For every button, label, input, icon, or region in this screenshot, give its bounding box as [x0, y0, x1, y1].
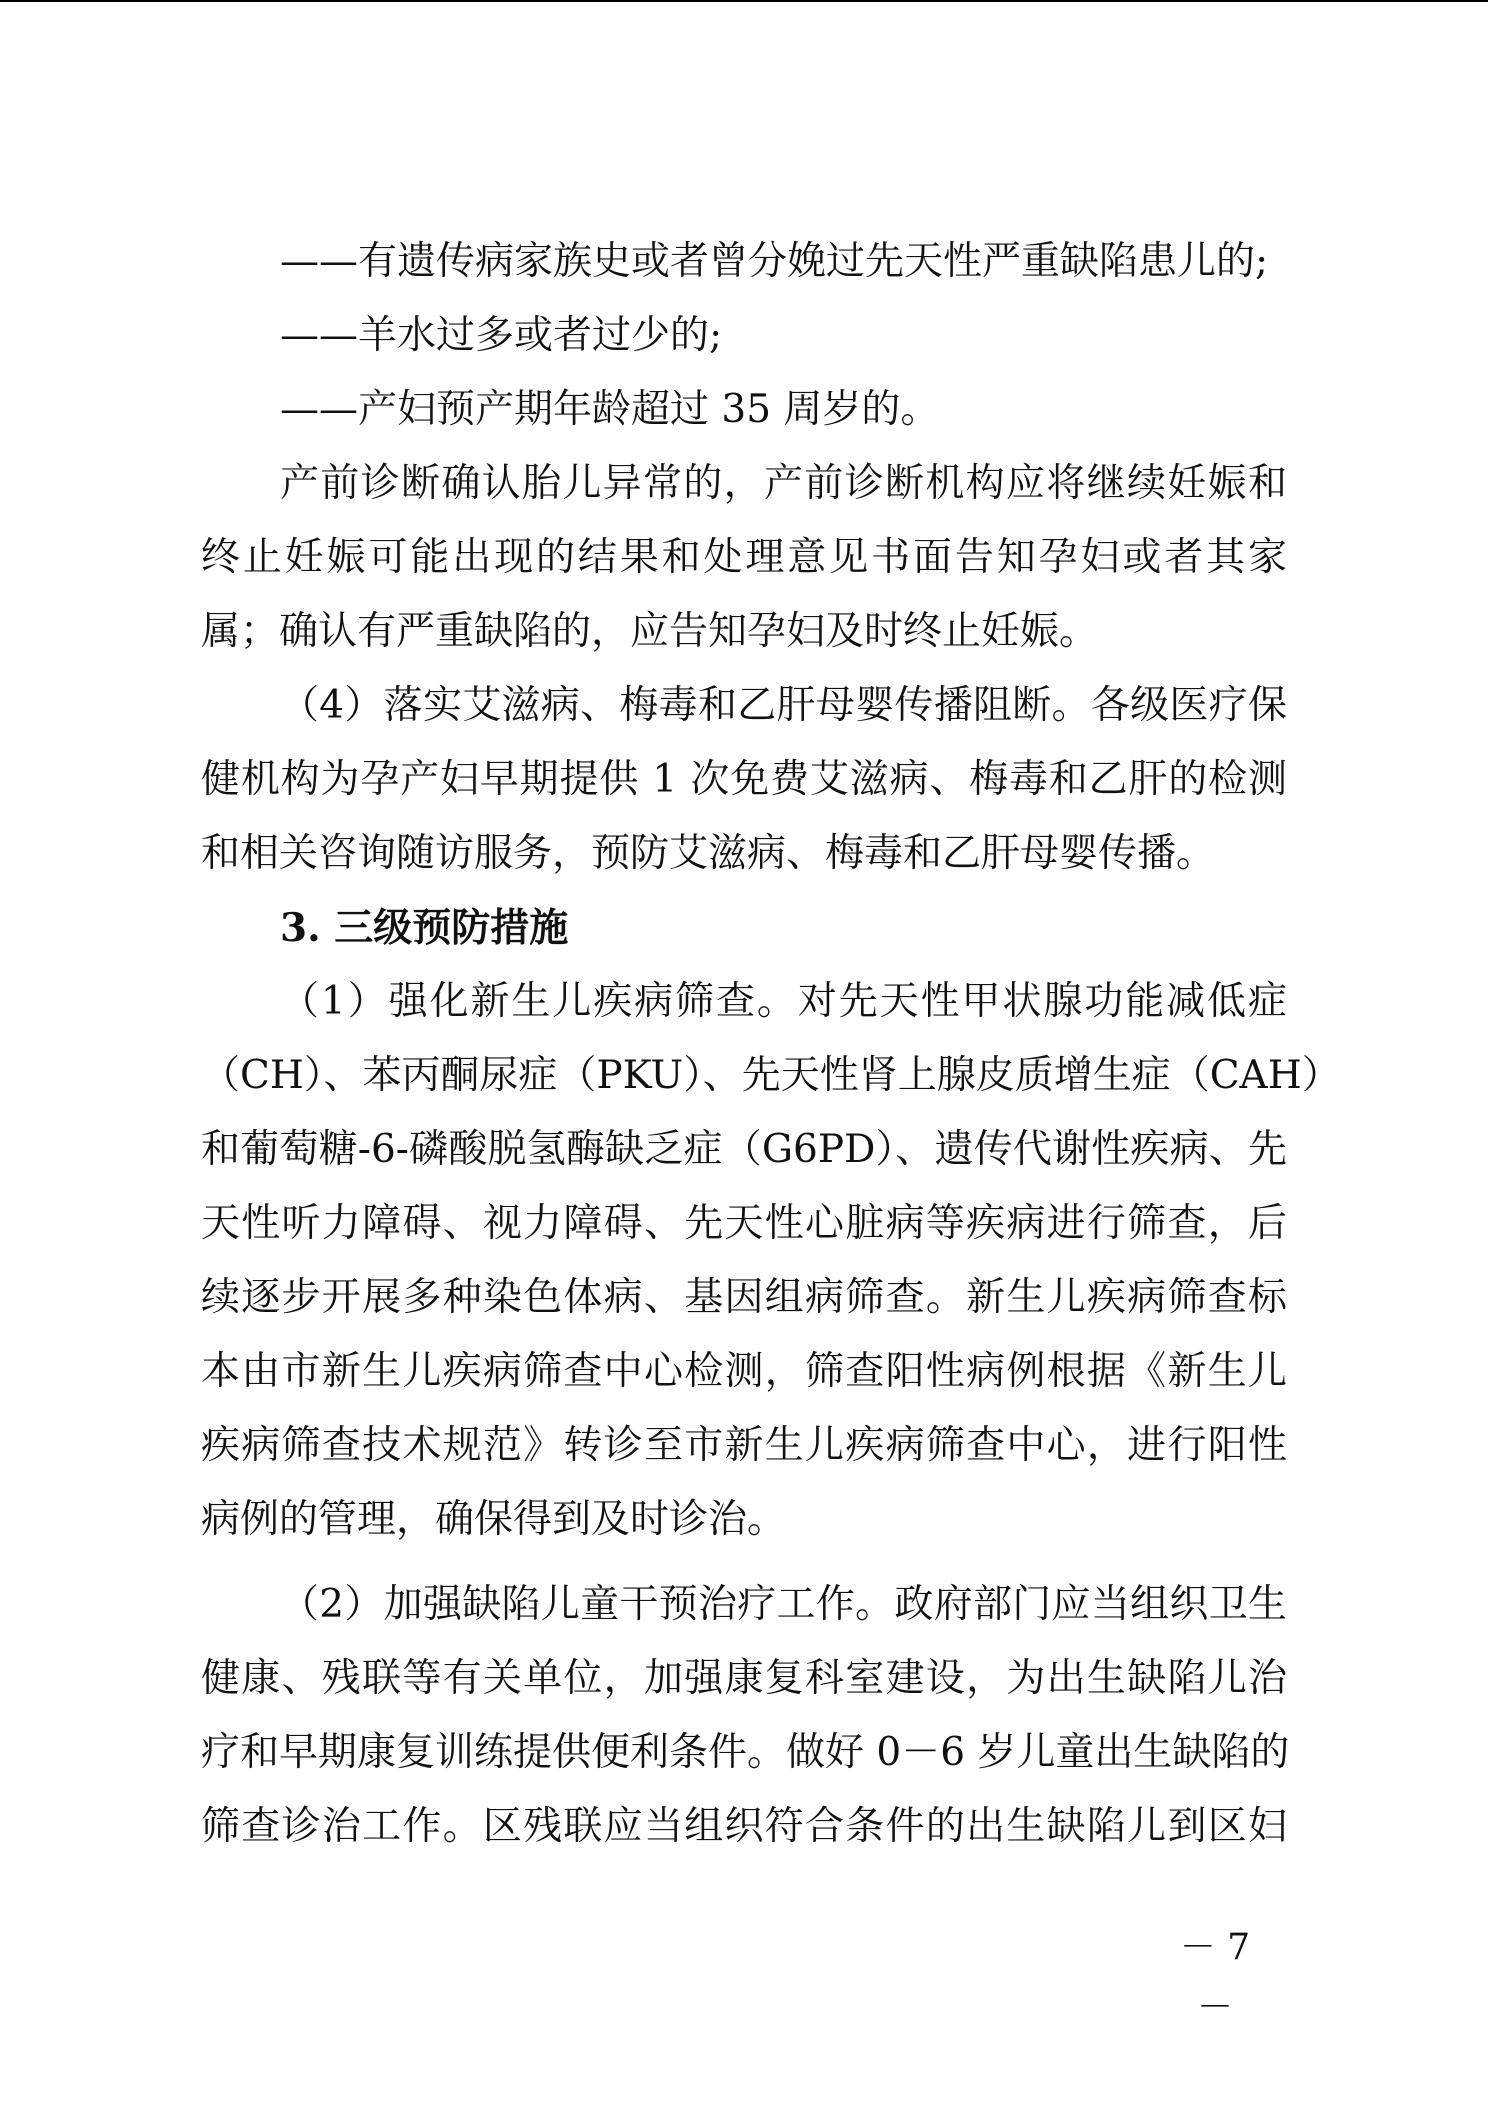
paragraph-line: 健康、残联等有关单位，加强康复科室建设，为出生缺陷儿治: [201, 1656, 1287, 1701]
paragraph-line: 终止妊娠可能出现的结果和处理意见书面告知孕妇或者其家: [201, 535, 1287, 580]
paragraph-line: 健机构为孕产妇早期提供 1 次免费艾滋病、梅毒和乙肝的检测: [201, 757, 1287, 802]
paragraph-line: 疾病筛查技术规范》转诊至市新生儿疾病筛查中心，进行阳性: [201, 1423, 1287, 1468]
paragraph-line: 本由市新生儿疾病筛查中心检测，筛查阳性病例根据《新生儿: [201, 1349, 1287, 1394]
paragraph-line: 属；确认有严重缺陷的，应告知孕妇及时终止妊娠。: [201, 609, 1099, 654]
list-item-hereditary: ——有遗传病家族史或者曾分娩过先天性严重缺陷患儿的;: [280, 239, 1269, 284]
paragraph-line: （2）加强缺陷儿童干预治疗工作。政府部门应当组织卫生: [280, 1582, 1287, 1627]
paragraph-line: 续逐步开展多种染色体病、基因组病筛查。新生儿疾病筛查标: [201, 1275, 1287, 1320]
section-heading: 3. 三级预防措施: [280, 905, 569, 951]
paragraph-line: （1）强化新生儿疾病筛查。对先天性甲状腺功能减低症: [280, 979, 1287, 1024]
paragraph-line: （4）落实艾滋病、梅毒和乙肝母婴传播阻断。各级医疗保: [280, 683, 1287, 728]
paragraph-line: 筛查诊治工作。区残联应当组织符合条件的出生缺陷儿到区妇: [201, 1804, 1287, 1849]
paragraph-line: 和葡萄糖-6-磷酸脱氢酶缺乏症（G6PD）、遗传代谢性疾病、先: [201, 1127, 1287, 1172]
list-item-amniotic: ——羊水过多或者过少的;: [280, 313, 723, 358]
paragraph-line: （CH）、苯丙酮尿症（PKU）、先天性肾上腺皮质增生症（CAH）: [201, 1053, 1341, 1098]
paragraph-line: 天性听力障碍、视力障碍、先天性心脏病等疾病进行筛查，后: [201, 1201, 1287, 1246]
paragraph-line: 病例的管理，确保得到及时诊治。: [201, 1497, 787, 1542]
top-border-line: [0, 0, 1488, 2]
list-item-age: ——产妇预产期年龄超过 35 周岁的。: [280, 387, 940, 432]
page-number: － 7 －: [1179, 1927, 1251, 2028]
paragraph-line: 和相关咨询随访服务，预防艾滋病、梅毒和乙肝母婴传播。: [201, 831, 1216, 876]
paragraph-line: 疗和早期康复训练提供便利条件。做好 0－6 岁儿童出生缺陷的: [201, 1730, 1290, 1775]
paragraph-line: 产前诊断确认胎儿异常的，产前诊断机构应将继续妊娠和: [280, 461, 1287, 506]
